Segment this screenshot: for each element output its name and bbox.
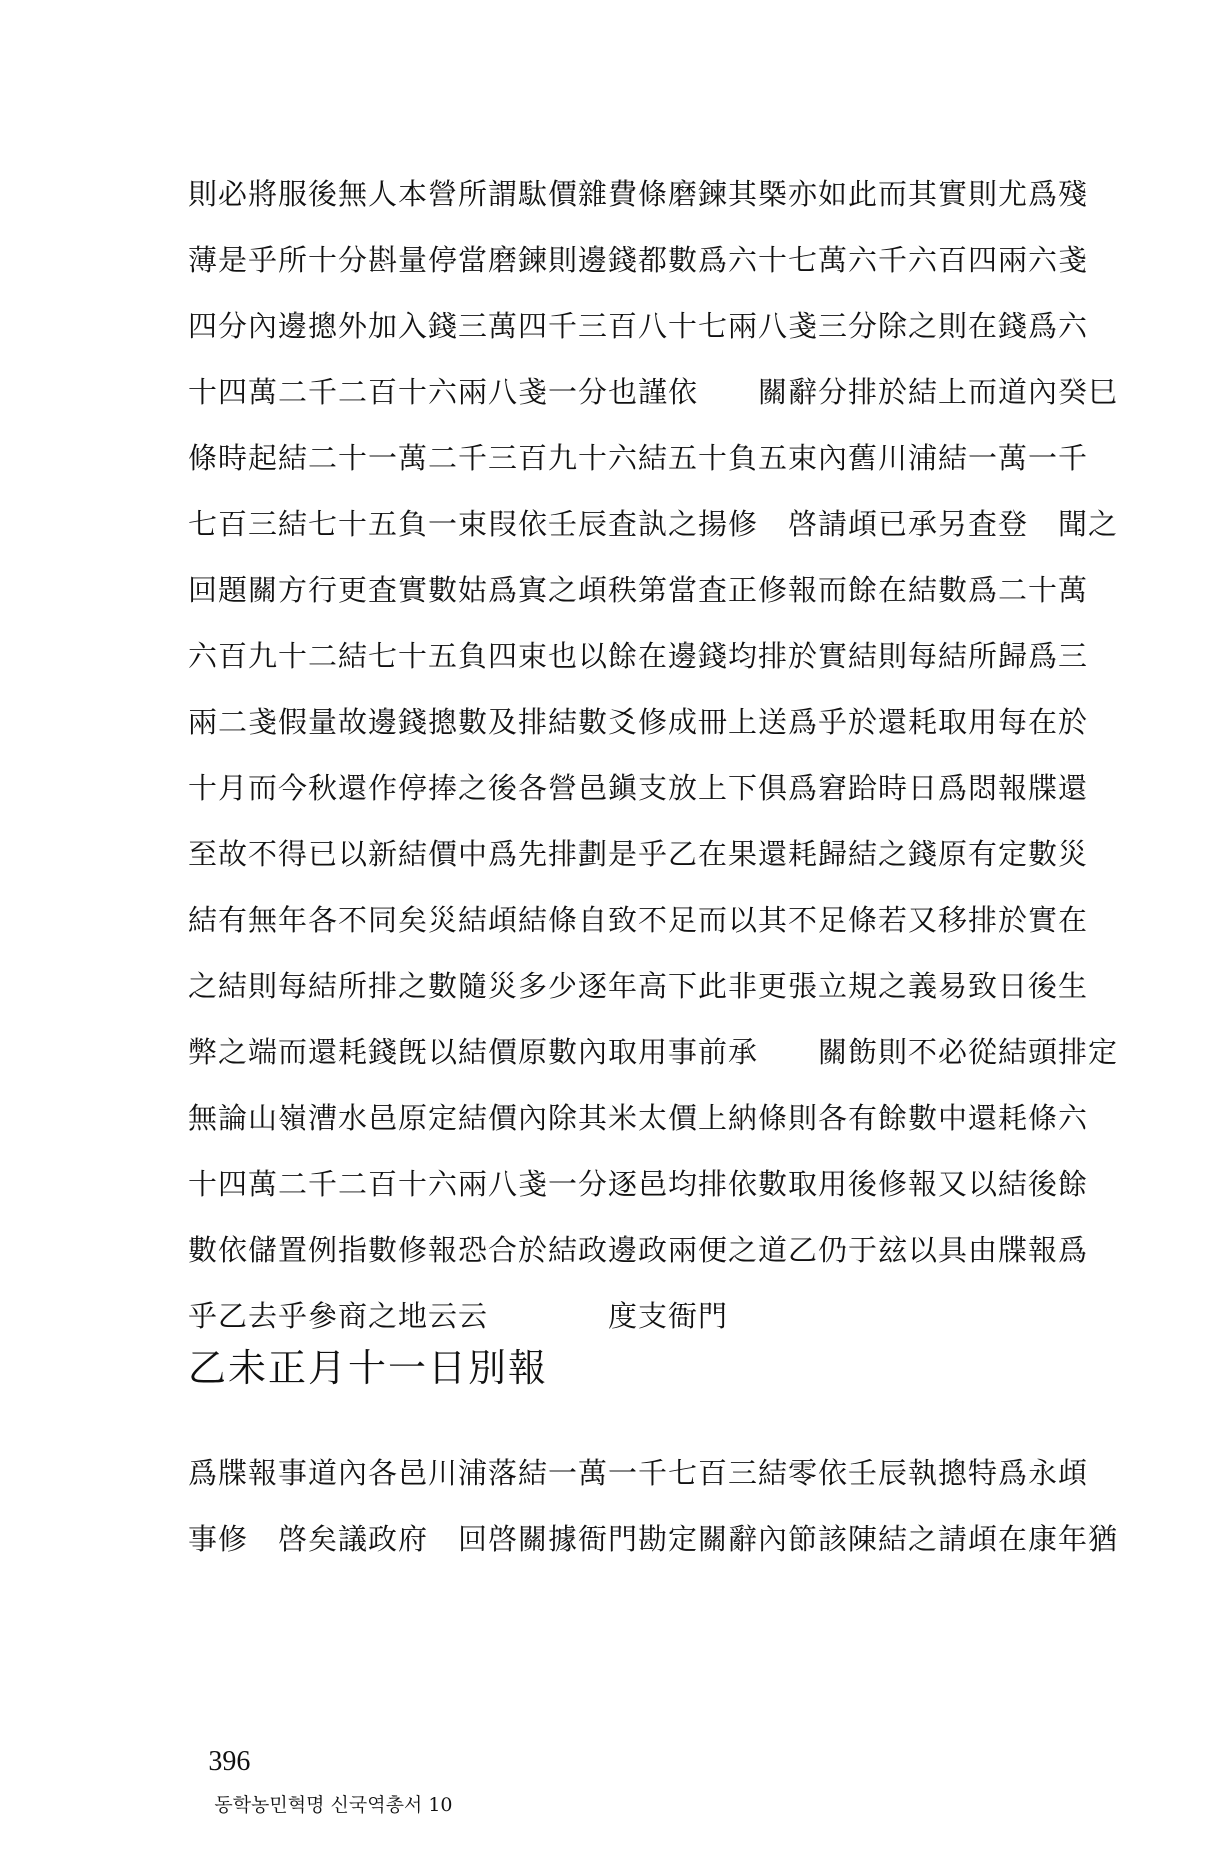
text-line: 無論山嶺漕水邑原定結價內除其米太價上納條則各有餘數中還耗條六 [188, 1101, 1089, 1135]
text-line: 則必將服後無人本營所謂駄價雜費條磨鍊其槩亦如此而其實則尤爲殘 [188, 177, 1089, 211]
text-line: 回題關方行更査實數姑爲寘之頉秩第當査正修報而餘在結數爲二十萬 [188, 573, 1089, 607]
text-line: 六百九十二結七十五負四束也以餘在邊錢均排於實結則每結所歸爲三 [188, 639, 1089, 673]
series-title: 동학농민혁명 신국역총서 10 [214, 1794, 453, 1816]
text-line: 結有無年各不同矣災結頉結條自致不足而以其不足條若又移排於實在 [188, 903, 1089, 937]
text-line: 薄是乎所十分斟量停當磨鍊則邊錢都數爲六十七萬六千六百四兩六戔 [188, 243, 1089, 277]
body-paragraph-2 [188, 1440, 1119, 1572]
text-line: 七百三結七十五負一束叚依壬辰査訙之揚修 啓請頉已承另査登 聞之 [188, 507, 1119, 541]
text-line: 四分內邊摠外加入錢三萬四千三百八十七兩八戔三分除之則在錢爲六 [188, 309, 1089, 343]
text-line: 條時起結二十一萬二千三百九十六結五十負五束內舊川浦結一萬一千 [188, 441, 1089, 475]
text-line: 乎乙去乎參商之地云云 度支衙門 [188, 1299, 729, 1333]
text-line: 至故不得已以新結價中爲先排劃是乎乙在果還耗歸結之錢原有定數災 [188, 837, 1089, 871]
text-line: 之結則每結所排之數隨災多少逐年高下此非更張立規之義易致日後生 [188, 969, 1089, 1003]
text-line: 爲牒報事道內各邑川浦落結一萬一千七百三結零依壬辰執摠特爲永頉 [188, 1456, 1089, 1490]
page-footer [188, 1702, 453, 1816]
text-line: 弊之端而還耗錢旣以結價原數內取用事前承 關飭則不必從結頭排定 [188, 1035, 1119, 1069]
text-line: 數依儲置例指數修報恐合於結政邊政兩便之道乙仍于玆以具由牒報爲 [188, 1233, 1089, 1267]
text-line: 十四萬二千二百十六兩八戔一分逐邑均排依數取用後修報又以結後餘 [188, 1167, 1089, 1201]
text-line: 兩二戔假量故邊錢摠數及排結數爻修成冊上送爲乎於還耗取用每在於 [188, 705, 1089, 739]
page-number: 396 [208, 1746, 251, 1777]
text-line: 十月而今秋還作停捧之後各營邑鎭支放上下俱爲窘跲時日爲悶報牒還 [188, 771, 1089, 805]
text-line: 十四萬二千二百十六兩八戔一分也謹依 關辭分排於結上而道內癸巳 [188, 375, 1119, 409]
body-paragraph-1 [188, 161, 1119, 1349]
section-heading: 乙未正月十一日別報 [188, 1346, 549, 1390]
text-line: 事修 啓矣議政府 回啓關據衙門勘定關辭內節該陳結之請頉在康年猶 [188, 1522, 1119, 1556]
